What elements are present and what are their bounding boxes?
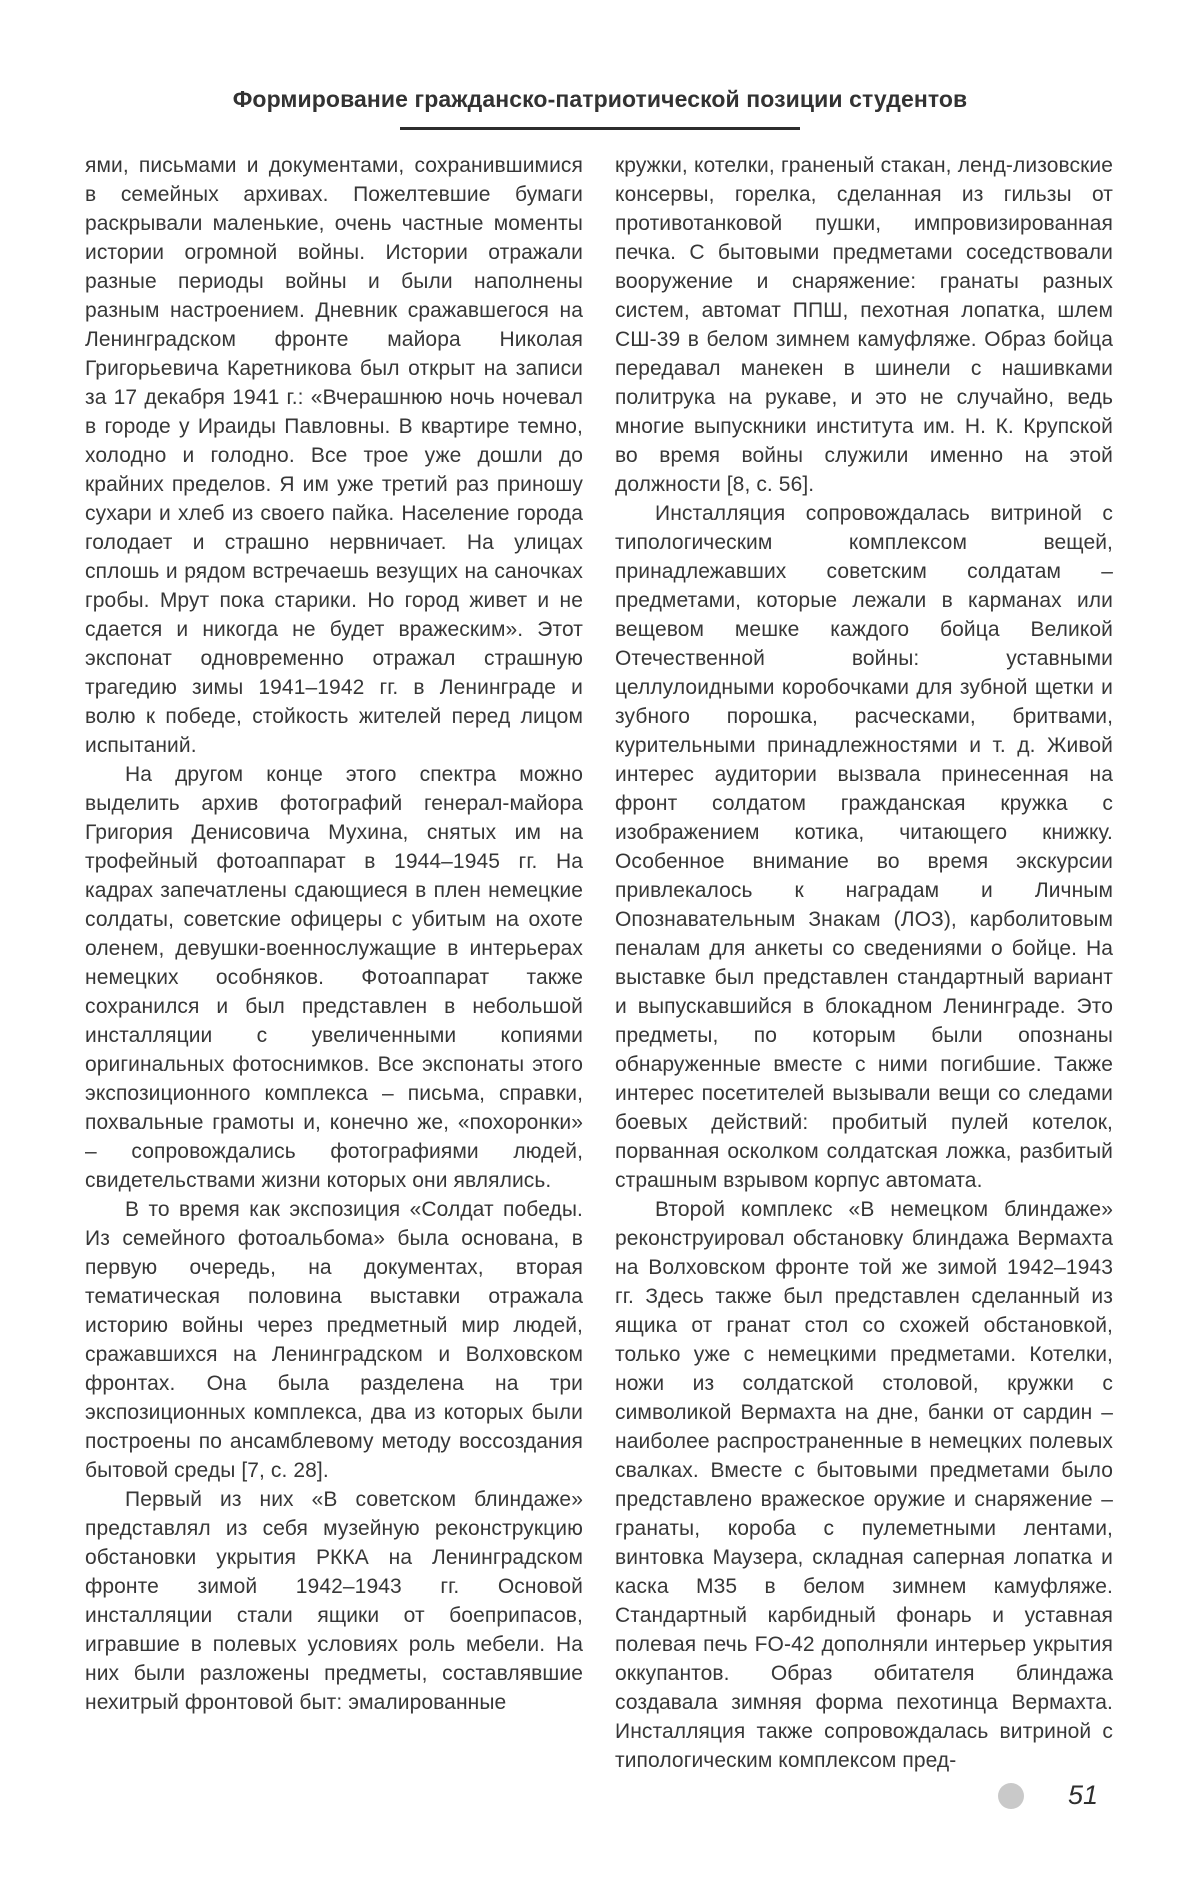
page-footer xyxy=(998,1782,1098,1809)
paragraph: Первый из них «В советском блиндаже» представлял из себя музейную реконструкцию обстановки укрытия РККА на Ленинградском фронте зимой 1942–1943 гг. Основой инсталляции стали ящики от боеприпасов, игравшие в полевых условиях роль мебели. На них были разложены предметы, составлявшие нехитрый фронтовой быт: эмалированные xyxy=(85,1488,583,1714)
right-column xyxy=(615,151,1113,1775)
left-column xyxy=(85,151,583,1775)
paragraph: На другом конце этого спектра можно выделить архив фотографий генерал-майора Григория Денисовича Мухина, снятых им на трофейный фотоаппарат в 1944–1945 гг. На кадрах запечатлены сдающиеся в плен немецкие солдаты, советские офицеры с убитым на охоте оленем, девушки-военнослужащие в интерьерах немецких особняков. Фотоаппарат также сохранился и был представлен в небольшой инсталляции с увеличенными копиями оригинальных фотоснимков. Все экспонаты этого экспозиционного комплекса – письма, справки, похвальные грамоты и, конечно же, «похоронки» – сопровождались фотографиями людей, свидетельствами жизни которых они являлись. xyxy=(85,763,583,1192)
paragraph: ями, письмами и документами, сохранившимися в семейных архивах. Пожелтевшие бумаги раскрывали маленькие, очень частные моменты истории огромной войны. Истории отражали разные периоды войны и были наполнены разным настроением. Дневник сражавшегося на Ленинградском фронте майора Николая Григорьевича Каретникова был открыт на записи за 17 декабря 1941 г.: «Вчерашнюю ночь ночевал в городе у Ираиды Павловны. В квартире темно, холодно и голодно. Все трое уже дошли до крайних пределов. Я им уже третий раз приношу сухари и хлеб из своего пайка. Население города голодает и страшно нервничает. На улицах сплошь и рядом встречаешь везущих на саночках гробы. Мрут пока старики. Но город живет и не сдается и никогда не будет вражеским». Этот экспонат одновременно отражал страшную трагедию зимы 1941–1942 гг. в Ленинграде и волю к победе, стойкость жителей перед лицом испытаний. xyxy=(85,154,583,757)
two-column-body xyxy=(0,130,1200,1775)
running-head-title: Формирование гражданско-патриотической позиции студентов xyxy=(232,86,968,112)
page-number: 51 xyxy=(1067,1780,1098,1810)
paragraph: кружки, котелки, граненый стакан, ленд-лизовские консервы, горелка, сделанная из гильзы от противотанковой пушки, импровизированная печка. С бытовыми предметами соседствовали вооружение и снаряжение: гранаты разных систем, автомат ППШ, пехотная лопатка, шлем СШ-39 в белом зимнем камуфляже. Образ бойца передавал манекен в шинели с нашивками политрука на рукаве, и это не случайно, ведь многие выпускники института им. Н. К. Крупской во время войны служили именно на этой должности [8, с. 56]. xyxy=(615,154,1113,496)
paragraph: Второй комплекс «В немецком блиндаже» реконструировал обстановку блиндажа Вермахта на Волховском фронте той же зимой 1942–1943 гг. Здесь также был представлен сделанный из ящика от гранат стол со схожей обстановкой, только уже с немецкими предметами. Котелки, ножи из солдатской столовой, кружки с символикой Вермахта на дне, банки от сардин – наиболее распространенные в немецких полевых свалках. Вместе с бытовыми предметами было представлено вражеское оружие и снаряжение – гранаты, короба с пулеметными лентами, винтовка Маузера, складная саперная лопатка и каска М35 в белом зимнем камуфляже. Стандартный карбидный фонарь и уставная полевая печь FO-42 дополняли интерьер укрытия оккупантов. Образ обитателя блиндажа создавала зимняя форма пехотинца Вермахта. Инсталляция также сопровождалась витриной с типологическим комплексом пред- xyxy=(615,1198,1113,1772)
footer-dot-icon xyxy=(998,1783,1024,1809)
page-header xyxy=(0,0,1200,130)
paragraph: Инсталляция сопровождалась витриной с типологическим комплексом вещей, принадлежавших советским солдатам – предметами, которые лежали в карманах или вещевом мешке каждого бойца Великой Отечественной войны: уставными целлулоидными коробочками для зубной щетки и зубного порошка, расческами, бритвами, курительными принадлежностями и т. д. Живой интерес аудитории вызвала принесенная на фронт солдатом гражданская кружка с изображением котика, читающего книжку. Особенное внимание во время экскурсии привлекалось к наградам и Личным Опознавательным Знакам (ЛОЗ), карболитовым пеналам для анкеты со сведениями о бойце. На выставке был представлен стандартный вариант и выпускавшийся в блокадном Ленинграде. Это предметы, по которым были опознаны обнаруженные вместе с ними погибшие. Также интерес посетителей вызывали вещи со следами боевых действий: пробитый пулей котелок, порванная осколком солдатская ложка, разбитый страшным взрывом корпус автомата. xyxy=(615,502,1113,1192)
paragraph: В то время как экспозиция «Солдат победы. Из семейного фотоальбома» была основана, в первую очередь, на документах, вторая тематическая половина выставки отражала историю войны через предметный мир людей, сражавшихся на Ленинградском и Волховском фронтах. Она была разделена на три экспозиционных комплекса, два из которых были построены по ансамблевому методу воссоздания бытовой среды [7, с. 28]. xyxy=(85,1198,583,1482)
